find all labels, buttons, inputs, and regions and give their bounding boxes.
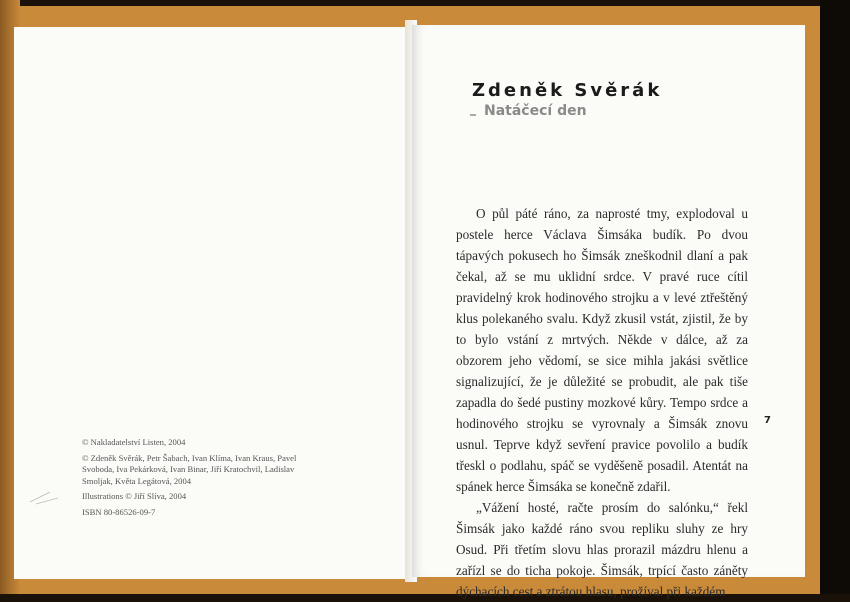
background [820, 0, 850, 594]
imprint-line: © Nakladatelství Listen, 2004 [82, 437, 186, 447]
paragraph: O půl páté ráno, za naprosté tmy, explodoval u postele herce Václava Šimsáka budík. Po dvou tápavých pokusech ho Šimsák zneškodnil dlaní a pak čekal, až se mu uklidní srdce. V pravé ruce cítil pravidelný krok hodinového strojku a v levé ztřeštěný klus polekaného svalu. Když zkusil vstát, zjistil, že by to bylo vstání z mrtvých. Někde v dálce, až za obzorem jeho vědomí, se sice mihla jakási světlice signalizující, že je důležité se probudit, ale pak tiše zapadla do šedé pustiny mozkové kůry. Tempo srdce a hodinového strojku se vyrovnaly a Šimsák znovu usnul. Teprve když sevření pravice povolilo a budík třeskl o podlahu, spáč se vyděšeně posadil. Atentát na spánek herce Šimsáka se konečně zdařil. [456, 206, 748, 494]
imprint-line: Illustrations © Jiří Slíva, 2004 [82, 491, 187, 501]
imprint [82, 437, 312, 522]
pencil-mark [28, 478, 68, 508]
body-text [456, 203, 748, 602]
imprint-line: ISBN 80-86526-09-7 [82, 506, 156, 517]
chapter-title: Natáčecí den [484, 103, 587, 119]
author-name: Zdeněk Svěrák [472, 80, 663, 101]
page-number: 7 [764, 415, 771, 426]
imprint-line: © Zdeněk Svěrák, Petr Šabach, Ivan Klíma, Ivan Kraus, Pavel Svoboda, Iva Pekárková, Ivan Binar, Jiří Kratochvil, Ladislav Smoljak, Květa Legátová, 2004 [82, 452, 297, 486]
paragraph: „Vážení hosté, račte prosím do salónku,“ řekl Šimsák jako každé ráno svou repliku sluhy ze hry Osud. Při třetím slovu hlas prorazil mázdru hlenu a zařízl se do ticha pokoje. Šimsák, trpící často záněty dýchacích cest a ztrátou hlasu, prožíval při každém [456, 500, 748, 599]
subtitle-dash [470, 114, 476, 116]
